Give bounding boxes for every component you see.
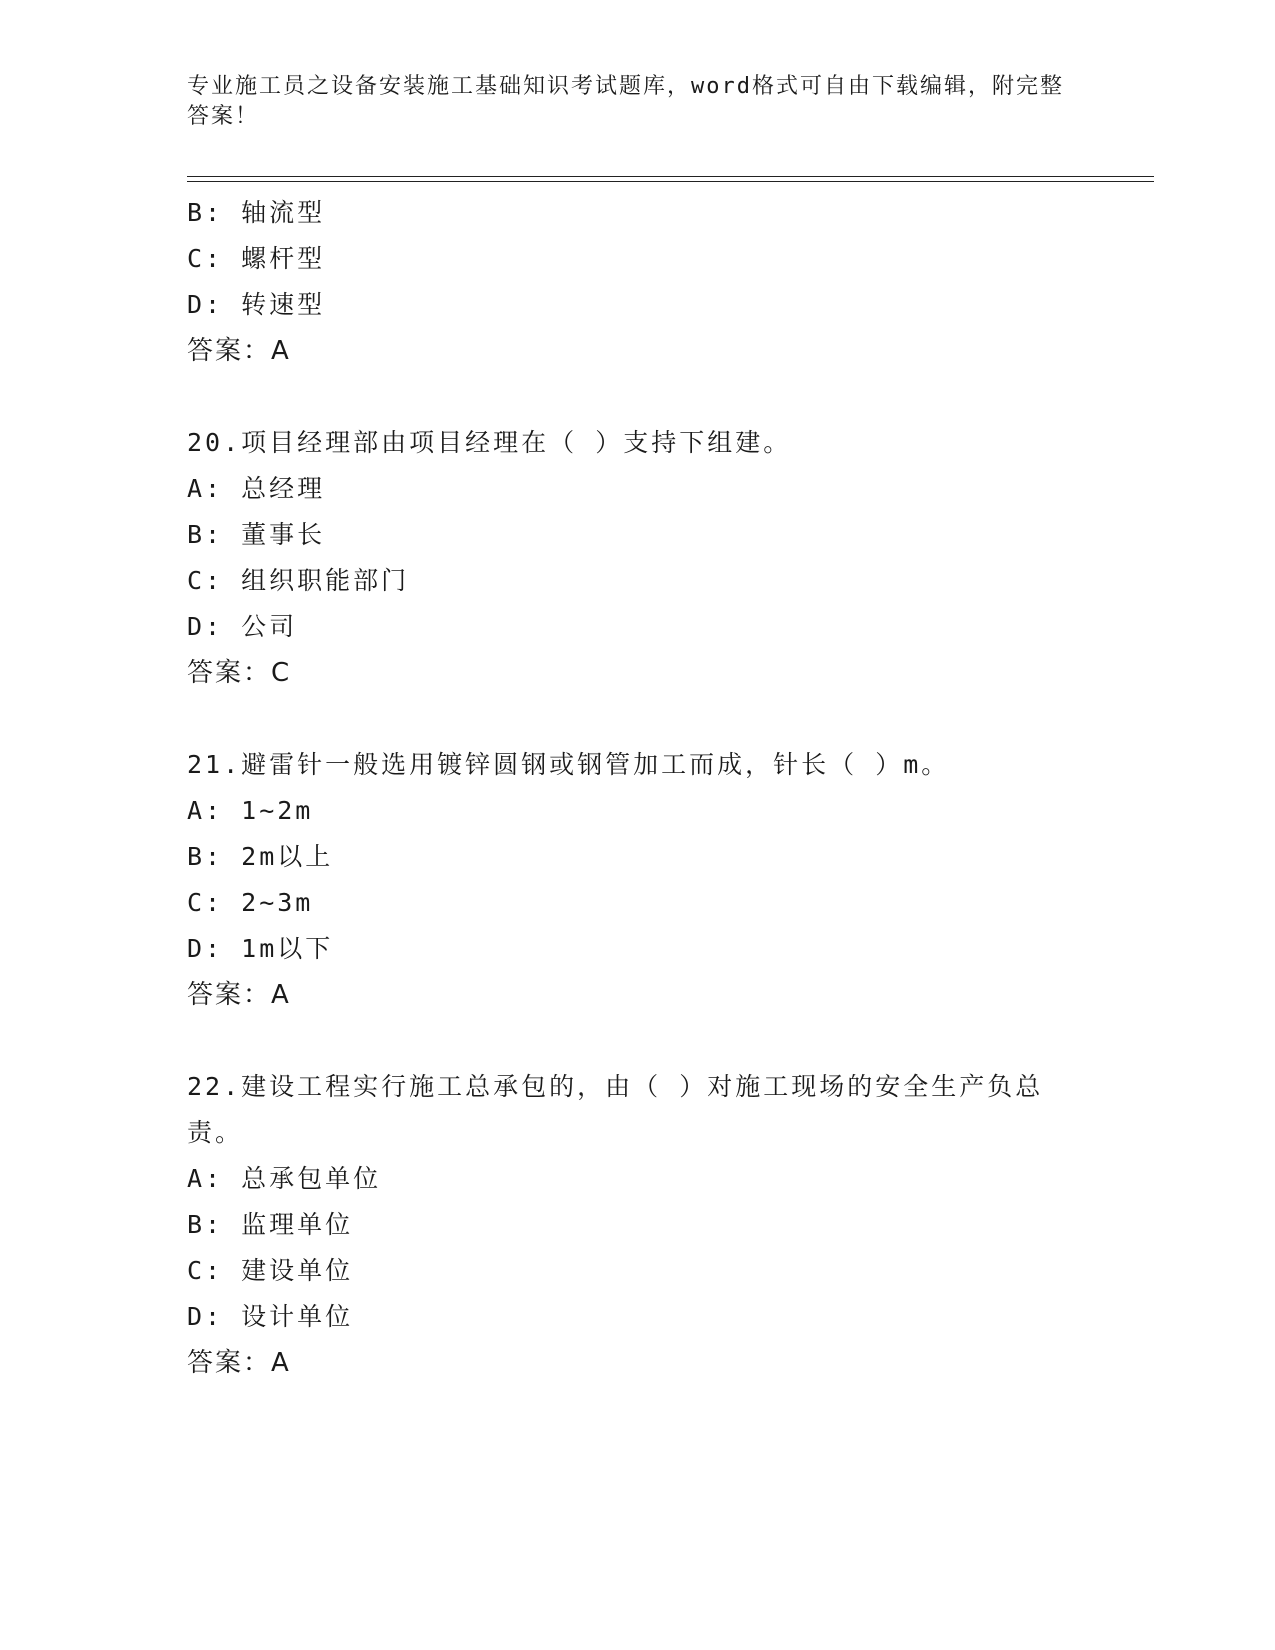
option-d: D: 1m以下: [187, 934, 334, 963]
question-stem: 21.避雷针一般选用镀锌圆钢或钢管加工而成，针长（ ）m。: [187, 750, 950, 779]
question-22: [187, 1064, 1087, 1386]
option-c: C: 螺杆型: [187, 244, 326, 273]
question-21: [187, 742, 1087, 1018]
answer: 答案：A: [187, 980, 291, 1010]
option-b: B: 轴流型: [187, 198, 326, 227]
option-a: A: 1~2m: [187, 796, 314, 825]
question-stem: 22.建设工程实行施工总承包的，由（ ）对施工现场的安全生产负总责。: [187, 1072, 1044, 1147]
option-b: B: 2m以上: [187, 842, 334, 871]
question-20: [187, 420, 1087, 696]
option-d: D: 公司: [187, 612, 298, 641]
question-list: [187, 190, 1087, 1386]
header-divider-top: [187, 176, 1154, 177]
option-d: D: 转速型: [187, 290, 326, 319]
answer: 答案：C: [187, 658, 292, 688]
header-title: 专业施工员之设备安装施工基础知识考试题库，word格式可自由下载编辑，附完整答案！: [187, 74, 1064, 129]
option-c: C: 组织职能部门: [187, 566, 410, 595]
option-c: C: 建设单位: [187, 1256, 354, 1285]
option-d: D: 设计单位: [187, 1302, 354, 1331]
answer: 答案：A: [187, 1348, 291, 1378]
spacer: [187, 374, 1087, 420]
spacer: [187, 696, 1087, 742]
option-a: A: 总承包单位: [187, 1164, 382, 1193]
answer: 答案：A: [187, 336, 291, 366]
option-a: A: 总经理: [187, 474, 326, 503]
header-divider-bottom: [187, 181, 1154, 182]
page-header: [187, 72, 1067, 132]
option-c: C: 2~3m: [187, 888, 314, 917]
question-19-continued: [187, 190, 1087, 374]
question-stem: 20.项目经理部由项目经理在（ ）支持下组建。: [187, 428, 792, 457]
option-b: B: 监理单位: [187, 1210, 354, 1239]
option-b: B: 董事长: [187, 520, 326, 549]
spacer: [187, 1018, 1087, 1064]
